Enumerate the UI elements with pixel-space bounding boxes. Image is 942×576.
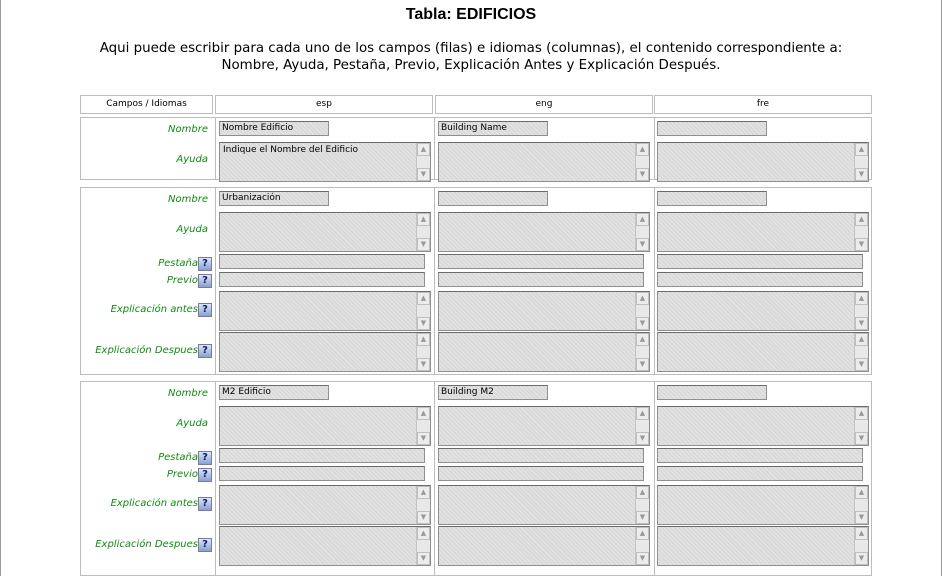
scroll-down-arrow-icon[interactable]: ▼ <box>855 238 868 251</box>
pestana-input-fre[interactable] <box>657 448 863 463</box>
scroll-down-arrow-icon[interactable]: ▼ <box>417 432 430 445</box>
label-previo: Previo <box>166 469 198 480</box>
vertical-scrollbar[interactable] <box>416 486 430 524</box>
explicacion-antes-textarea-esp[interactable] <box>219 291 431 331</box>
explicacion-despues-textarea-esp[interactable] <box>219 526 431 566</box>
header-lang-eng: eng <box>435 95 653 114</box>
ayuda-textarea-fre[interactable] <box>657 406 869 446</box>
field-block-1 <box>80 117 872 180</box>
explicacion-antes-textarea-fre[interactable] <box>657 291 869 331</box>
help-question-icon[interactable]: ? <box>198 468 212 482</box>
pestana-input-fre[interactable] <box>657 254 863 269</box>
scroll-up-arrow-icon[interactable]: ▲ <box>636 333 649 346</box>
column-divider <box>215 382 216 575</box>
scroll-up-arrow-icon[interactable]: ▲ <box>417 527 430 540</box>
scroll-up-arrow-icon[interactable]: ▲ <box>417 333 430 346</box>
label-explicacion-despues: Explicación Despues <box>95 539 198 550</box>
column-divider <box>434 118 435 179</box>
scroll-up-arrow-icon[interactable]: ▲ <box>636 407 649 420</box>
vertical-scrollbar[interactable] <box>416 407 430 445</box>
ayuda-textarea-eng[interactable] <box>438 212 650 252</box>
scroll-up-arrow-icon[interactable]: ▲ <box>855 143 868 156</box>
vertical-scrollbar[interactable] <box>635 486 649 524</box>
scroll-down-arrow-icon[interactable]: ▼ <box>855 168 868 181</box>
ayuda-text: Indique el Nombre del Edificio <box>223 145 359 155</box>
vertical-scrollbar[interactable] <box>854 333 868 371</box>
explicacion-antes-textarea-esp[interactable] <box>219 485 431 525</box>
help-question-icon[interactable]: ? <box>198 257 212 271</box>
header-lang-esp: esp <box>215 95 433 114</box>
field-block-3 <box>80 381 872 576</box>
page-title: Tabla: EDIFICIOS <box>405 6 537 23</box>
column-divider <box>215 188 216 374</box>
scroll-up-arrow-icon[interactable]: ▲ <box>636 292 649 305</box>
vertical-scrollbar[interactable] <box>854 143 868 181</box>
column-divider <box>215 118 216 179</box>
scroll-down-arrow-icon[interactable]: ▼ <box>636 358 649 371</box>
vertical-scrollbar[interactable] <box>635 407 649 445</box>
scroll-up-arrow-icon[interactable]: ▲ <box>417 143 430 156</box>
vertical-scrollbar[interactable] <box>416 527 430 565</box>
previo-input-esp[interactable] <box>219 272 425 287</box>
scroll-up-arrow-icon[interactable]: ▲ <box>636 486 649 499</box>
nombre-input-esp[interactable]: M2 Edificio <box>219 385 329 400</box>
scroll-up-arrow-icon[interactable]: ▲ <box>417 486 430 499</box>
scroll-down-arrow-icon[interactable]: ▼ <box>636 168 649 181</box>
ayuda-textarea-esp[interactable] <box>219 142 431 182</box>
label-ayuda: Ayuda <box>176 224 208 235</box>
scroll-down-arrow-icon[interactable]: ▼ <box>636 552 649 565</box>
explicacion-despues-textarea-eng[interactable] <box>438 526 650 566</box>
vertical-scrollbar[interactable] <box>416 213 430 251</box>
pestana-input-eng[interactable] <box>438 254 644 269</box>
pestana-input-eng[interactable] <box>438 448 644 463</box>
scroll-down-arrow-icon[interactable]: ▼ <box>636 432 649 445</box>
scroll-up-arrow-icon[interactable]: ▲ <box>636 143 649 156</box>
explicacion-despues-textarea-fre[interactable] <box>657 526 869 566</box>
help-question-icon[interactable]: ? <box>198 451 212 465</box>
explicacion-despues-textarea-esp[interactable] <box>219 332 431 372</box>
scroll-up-arrow-icon[interactable]: ▲ <box>855 527 868 540</box>
ayuda-textarea-esp[interactable] <box>219 406 431 446</box>
nombre-input-fre[interactable] <box>657 191 767 206</box>
nombre-input-esp[interactable]: Nombre Edificio <box>219 121 329 136</box>
label-nombre: Nombre <box>168 124 208 135</box>
vertical-scrollbar[interactable] <box>635 143 649 181</box>
ayuda-textarea-eng[interactable] <box>438 406 650 446</box>
column-divider <box>654 188 655 374</box>
vertical-scrollbar[interactable] <box>416 143 430 181</box>
nombre-input-eng[interactable] <box>438 191 548 206</box>
column-divider <box>654 382 655 575</box>
scroll-up-arrow-icon[interactable]: ▲ <box>855 486 868 499</box>
label-nombre: Nombre <box>168 194 208 205</box>
vertical-scrollbar[interactable] <box>854 213 868 251</box>
scroll-down-arrow-icon[interactable]: ▼ <box>855 511 868 524</box>
nombre-input-eng[interactable]: Building M2 <box>438 385 548 400</box>
field-block-2 <box>80 187 872 375</box>
ayuda-textarea-fre[interactable] <box>657 212 869 252</box>
previo-input-eng[interactable] <box>438 272 644 287</box>
scroll-up-arrow-icon[interactable]: ▲ <box>417 292 430 305</box>
label-explicacion-antes: Explicación antes <box>110 304 198 315</box>
label-ayuda: Ayuda <box>176 418 208 429</box>
label-nombre: Nombre <box>168 388 208 399</box>
scroll-down-arrow-icon[interactable]: ▼ <box>636 317 649 330</box>
scroll-down-arrow-icon[interactable]: ▼ <box>855 317 868 330</box>
ayuda-textarea-eng[interactable] <box>438 142 650 182</box>
scroll-up-arrow-icon[interactable]: ▲ <box>636 527 649 540</box>
scroll-down-arrow-icon[interactable]: ▼ <box>855 432 868 445</box>
vertical-scrollbar[interactable] <box>416 333 430 371</box>
vertical-scrollbar[interactable] <box>854 407 868 445</box>
label-previo: Previo <box>166 275 198 286</box>
vertical-scrollbar[interactable] <box>854 486 868 524</box>
label-pestana: Pestaña <box>158 258 198 269</box>
vertical-scrollbar[interactable] <box>416 292 430 330</box>
vertical-scrollbar[interactable] <box>635 213 649 251</box>
ayuda-textarea-esp[interactable] <box>219 212 431 252</box>
column-divider <box>654 118 655 179</box>
scroll-up-arrow-icon[interactable]: ▲ <box>855 407 868 420</box>
previo-input-fre[interactable] <box>657 272 863 287</box>
vertical-scrollbar[interactable] <box>635 333 649 371</box>
page-intro-line-2: Nombre, Ayuda, Pestaña, Previo, Explicación Antes y Explicación Después. <box>221 58 721 73</box>
help-question-icon[interactable]: ? <box>198 497 212 511</box>
page-intro-line-1: Aqui puede escribir para cada uno de los campos (filas) e idiomas (columnas), el contenido correspondiente a: <box>99 41 843 56</box>
vertical-scrollbar[interactable] <box>635 292 649 330</box>
scroll-down-arrow-icon[interactable]: ▼ <box>417 168 430 181</box>
column-divider <box>434 188 435 374</box>
scroll-up-arrow-icon[interactable]: ▲ <box>855 213 868 226</box>
help-question-icon[interactable]: ? <box>198 303 212 317</box>
previo-input-eng[interactable] <box>438 466 644 481</box>
scroll-down-arrow-icon[interactable]: ▼ <box>417 238 430 251</box>
page-intro <box>0 40 942 74</box>
nombre-input-fre[interactable] <box>657 385 767 400</box>
vertical-scrollbar[interactable] <box>635 527 649 565</box>
scroll-down-arrow-icon[interactable]: ▼ <box>417 358 430 371</box>
scroll-down-arrow-icon[interactable]: ▼ <box>636 511 649 524</box>
label-ayuda: Ayuda <box>176 154 208 165</box>
header-fields-languages: Campos / Idiomas <box>80 95 213 114</box>
scroll-up-arrow-icon[interactable]: ▲ <box>636 213 649 226</box>
scroll-down-arrow-icon[interactable]: ▼ <box>417 511 430 524</box>
help-question-icon[interactable]: ? <box>198 538 212 552</box>
scroll-down-arrow-icon[interactable]: ▼ <box>855 358 868 371</box>
help-question-icon[interactable]: ? <box>198 344 212 358</box>
previo-input-esp[interactable] <box>219 466 425 481</box>
scroll-up-arrow-icon[interactable]: ▲ <box>855 333 868 346</box>
explicacion-despues-textarea-fre[interactable] <box>657 332 869 372</box>
explicacion-despues-textarea-eng[interactable] <box>438 332 650 372</box>
scroll-up-arrow-icon[interactable]: ▲ <box>417 213 430 226</box>
header-lang-fre: fre <box>654 95 872 114</box>
pestana-input-esp[interactable] <box>219 448 425 463</box>
vertical-scrollbar[interactable] <box>854 527 868 565</box>
scroll-down-arrow-icon[interactable]: ▼ <box>417 552 430 565</box>
vertical-scrollbar[interactable] <box>854 292 868 330</box>
label-explicacion-antes: Explicación antes <box>110 498 198 509</box>
window-left-border <box>0 0 1 576</box>
explicacion-antes-textarea-eng[interactable] <box>438 485 650 525</box>
scroll-up-arrow-icon[interactable]: ▲ <box>417 407 430 420</box>
nombre-input-fre[interactable] <box>657 121 767 136</box>
scroll-down-arrow-icon[interactable]: ▼ <box>636 238 649 251</box>
ayuda-textarea-fre[interactable] <box>657 142 869 182</box>
scroll-up-arrow-icon[interactable]: ▲ <box>855 292 868 305</box>
column-divider <box>434 382 435 575</box>
previo-input-fre[interactable] <box>657 466 863 481</box>
scroll-down-arrow-icon[interactable]: ▼ <box>417 317 430 330</box>
nombre-input-eng[interactable]: Building Name <box>438 121 548 136</box>
nombre-input-esp[interactable]: Urbanización <box>219 191 329 206</box>
scroll-down-arrow-icon[interactable]: ▼ <box>855 552 868 565</box>
pestana-input-esp[interactable] <box>219 254 425 269</box>
explicacion-antes-textarea-eng[interactable] <box>438 291 650 331</box>
explicacion-antes-textarea-fre[interactable] <box>657 485 869 525</box>
translation-table <box>80 95 872 576</box>
label-pestana: Pestaña <box>158 452 198 463</box>
help-question-icon[interactable]: ? <box>198 274 212 288</box>
label-explicacion-despues: Explicación Despues <box>95 345 198 356</box>
